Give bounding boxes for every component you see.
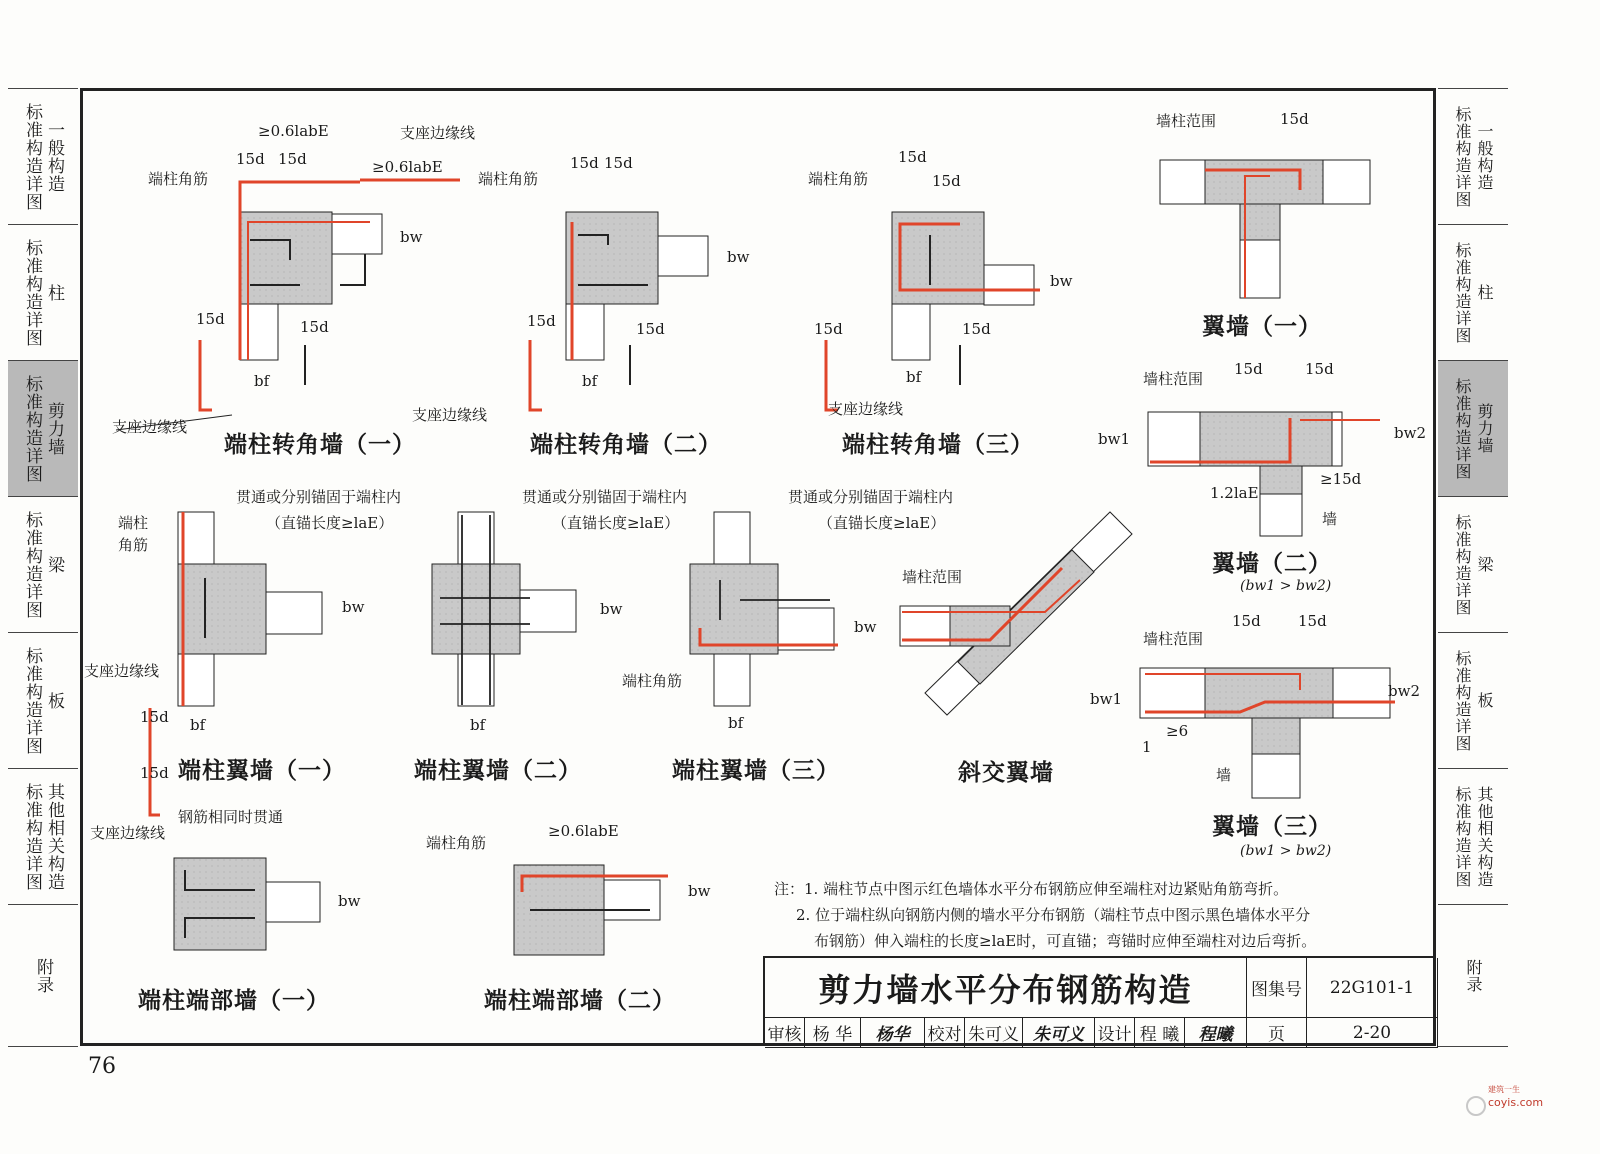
sidebar-left-tab-label: 标准构造详图 <box>22 782 42 891</box>
design-label: 设计 <box>1095 1018 1135 1048</box>
label-d12: 1.2laE <box>1210 484 1259 502</box>
label-d15: 15d <box>236 150 265 168</box>
note-3: 布钢筋）伸入端柱的长度≥laE时，可直锚；弯锚时应伸至端柱对边后弯折。 <box>814 932 1317 950</box>
designer-name: 程 曦 <box>1135 1018 1185 1048</box>
sidebar-right-tab-label: 标准构造详图 <box>1453 105 1472 208</box>
label-d06: ≥0.6labE <box>258 122 329 140</box>
label-through-anchor: 贯通或分别锚固于端柱内 <box>522 488 688 506</box>
label-corner-bar: 端柱角筋 <box>426 834 487 852</box>
page-label: 页 <box>1247 1018 1307 1048</box>
sidebar-left-tab-label: 附录 <box>33 957 53 994</box>
sidebar-left-tab-topic: 其他相关构造 <box>44 782 64 891</box>
detail-corner-wall-3 <box>826 212 1040 410</box>
label-bw1: bw1 <box>1098 430 1130 448</box>
label-corner-bar-split1: 端柱 <box>118 514 149 532</box>
sidebar-left-tab-label: 标准构造详图 <box>22 374 42 483</box>
label-d15: 15d <box>898 148 927 166</box>
label-col-range: 墙柱范围 <box>902 568 963 586</box>
label-d15: 15d <box>636 320 665 338</box>
sidebar-right-tab-topic: 剪力墙 <box>1475 403 1494 454</box>
caption-oblique-wing-wall: 斜交翼墙 <box>958 760 1054 786</box>
label-bf: bf <box>254 372 270 390</box>
detail-corner-wall-1 <box>116 180 460 430</box>
sidebar-right-tab-topic: 其他相关构造 <box>1475 785 1494 888</box>
label-d15: 15d <box>962 320 991 338</box>
label-support-edge: 支座边缘线 <box>400 124 476 142</box>
watermark-logo-icon <box>1466 1096 1486 1116</box>
detail-corner-wall-2 <box>530 212 708 410</box>
atlas-number: 22G101-1 <box>1307 958 1438 1018</box>
label-support-edge: 支座边缘线 <box>84 662 160 680</box>
page-code: 2-20 <box>1307 1018 1438 1048</box>
label-bars-through: 钢筋相同时贯通 <box>178 808 284 826</box>
drawing-title: 剪力墙水平分布钢筋构造 <box>765 958 1247 1018</box>
detail-wing-wall-1 <box>1160 160 1370 298</box>
label-d15: 15d <box>1232 612 1261 630</box>
label-bw1: bw1 <box>1090 690 1122 708</box>
label-wall: 墙 <box>1322 510 1338 528</box>
sidebar-left-tab-topic: 板 <box>44 691 64 710</box>
sidebar-right-tab-topic: 梁 <box>1475 556 1494 573</box>
checker-signature: 朱可义 <box>1023 1018 1095 1048</box>
label-bf: bf <box>906 368 922 386</box>
label-d15: 15d <box>300 318 329 336</box>
label-ge15d: ≥15d <box>1320 470 1362 488</box>
detail-column-wing-2 <box>432 512 576 706</box>
notes <box>774 876 1424 954</box>
label-d15: 15d <box>814 320 843 338</box>
caption-wing-wall-2: 翼墙（二） <box>1212 551 1332 577</box>
caption-corner-wall-1: 端柱转角墙（一） <box>224 432 416 458</box>
label-support-edge: 支座边缘线 <box>112 418 188 436</box>
check-label: 校对 <box>925 1018 965 1048</box>
sidebar-right-tab-label: 标准构造详图 <box>1453 513 1472 616</box>
label-d06: ≥0.6labE <box>548 822 619 840</box>
sidebar-left-tab-label: 标准构造详图 <box>22 238 42 347</box>
caption-column-wing-3: 端柱翼墙（三） <box>672 758 840 784</box>
caption-end-wall-2: 端柱端部墙（二） <box>484 988 676 1014</box>
title-block <box>763 956 1436 1046</box>
label-d15: 15d <box>1280 110 1309 128</box>
reviewer-signature: 杨华 <box>861 1018 925 1048</box>
sidebar-right-tab-topic: 一般构造 <box>1475 122 1494 191</box>
label-wall: 墙 <box>1216 766 1232 784</box>
label-bw: bw <box>688 882 711 900</box>
caption-wing-wall-1: 翼墙（一） <box>1202 314 1322 340</box>
note-1: 注：1. 端柱节点中图示红色墙体水平分布钢筋应伸至端柱对边紧贴角筋弯折。 <box>774 880 1289 898</box>
atlas-label: 图集号 <box>1247 958 1307 1018</box>
label-bf: bf <box>470 716 486 734</box>
sidebar-left-tab-label: 标准构造详图 <box>22 646 42 755</box>
label-corner-bar: 端柱角筋 <box>478 170 539 188</box>
sidebar-right-tab-label: 标准构造详图 <box>1453 785 1472 888</box>
sidebar-left-tab-label: 标准构造详图 <box>22 510 42 619</box>
watermark-text: coyis.com <box>1488 1096 1544 1109</box>
sidebar-right-tab-topic: 板 <box>1475 692 1494 709</box>
label-bw: bw <box>342 598 365 616</box>
label-d15: 15d <box>278 150 307 168</box>
sidebar-right-tab-label: 标准构造详图 <box>1453 241 1472 344</box>
label-corner-bar: 端柱角筋 <box>622 672 683 690</box>
sidebar-right-tab-label: 标准构造详图 <box>1453 377 1472 480</box>
label-d15: 15d <box>196 310 225 328</box>
review-label: 审核 <box>765 1018 805 1048</box>
label-bw2: bw2 <box>1394 424 1426 442</box>
sidebar-left-tab-topic: 一般构造 <box>44 120 64 193</box>
caption-corner-wall-3: 端柱转角墙（三） <box>842 432 1034 458</box>
label-col-range: 墙柱范围 <box>1156 112 1217 130</box>
watermark-sub: 建筑一生 <box>1488 1085 1520 1094</box>
label-bw: bw <box>400 228 423 246</box>
sidebar-left-tab-topic: 柱 <box>44 283 64 302</box>
detail-oblique-wing-wall <box>900 512 1132 715</box>
caption-wing-wall-3-sub: (bw1 > bw2) <box>1240 843 1332 859</box>
designer-signature: 程曦 <box>1185 1018 1247 1048</box>
label-bw: bw <box>338 892 361 910</box>
detail-end-wall-2 <box>514 865 668 955</box>
label-d15: 15d <box>1234 360 1263 378</box>
label-d15: 15d <box>140 708 169 726</box>
label-col-range: 墙柱范围 <box>1143 630 1204 648</box>
label-through-anchor: 贯通或分别锚固于端柱内 <box>788 488 954 506</box>
label-d15: 15d <box>1298 612 1327 630</box>
label-d15: 15d <box>932 172 961 190</box>
note-2: 2. 位于端柱纵向钢筋内侧的墙水平分布钢筋（端柱节点中图示黑色墙体水平分 <box>796 906 1311 924</box>
caption-corner-wall-2: 端柱转角墙（二） <box>530 432 722 458</box>
label-through-anchor: 贯通或分别锚固于端柱内 <box>236 488 402 506</box>
label-bw: bw <box>1050 272 1073 290</box>
sidebar-right-tab-label: 标准构造详图 <box>1453 649 1472 752</box>
label-bw: bw <box>727 248 750 266</box>
label-bw2: bw2 <box>1388 682 1420 700</box>
label-corner-bar: 端柱角筋 <box>808 170 869 188</box>
label-d06: ≥0.6labE <box>372 158 443 176</box>
sidebar-left-tab-topic: 剪力墙 <box>44 401 64 456</box>
label-support-edge: 支座边缘线 <box>828 400 904 418</box>
label-d15: 15d <box>604 154 633 172</box>
caption-wing-wall-2-sub: (bw1 > bw2) <box>1240 578 1332 594</box>
label-straight-anchor: （直锚长度≥laE） <box>266 514 394 532</box>
label-bw: bw <box>854 618 877 636</box>
label-d15: 15d <box>1305 360 1334 378</box>
reviewer-name: 杨 华 <box>805 1018 861 1048</box>
detail-end-wall-1 <box>174 858 320 950</box>
sidebar-left-tab-label: 标准构造详图 <box>22 102 42 211</box>
caption-wing-wall-3: 翼墙（三） <box>1212 814 1332 840</box>
label-one: 1 <box>1142 738 1152 756</box>
checker-name: 朱可义 <box>965 1018 1023 1048</box>
label-bf: bf <box>582 372 598 390</box>
label-corner-bar: 端柱角筋 <box>148 170 209 188</box>
detail-column-wing-3 <box>690 512 838 706</box>
label-straight-anchor: （直锚长度≥laE） <box>818 514 946 532</box>
caption-column-wing-1: 端柱翼墙（一） <box>178 758 346 784</box>
label-col-range: 墙柱范围 <box>1143 370 1204 388</box>
caption-column-wing-2: 端柱翼墙（二） <box>414 758 582 784</box>
label-ge6: ≥6 <box>1166 722 1189 740</box>
label-bf: bf <box>190 716 206 734</box>
caption-end-wall-1: 端柱端部墙（一） <box>138 988 330 1014</box>
label-bw: bw <box>600 600 623 618</box>
label-d15: 15d <box>527 312 556 330</box>
sidebar-right-tab-label: 附录 <box>1464 958 1483 993</box>
sidebar-left-tab-topic: 梁 <box>44 555 64 574</box>
sidebar-right-tab-topic: 柱 <box>1475 284 1494 301</box>
label-support-edge: 支座边缘线 <box>90 824 166 842</box>
label-d15: 15d <box>140 764 169 782</box>
label-support-edge: 支座边缘线 <box>412 406 488 424</box>
page-number: 76 <box>88 1054 116 1079</box>
label-straight-anchor: （直锚长度≥laE） <box>552 514 680 532</box>
label-bf: bf <box>728 714 744 732</box>
label-d15: 15d <box>570 154 599 172</box>
label-corner-bar-split2: 角筋 <box>118 536 149 554</box>
